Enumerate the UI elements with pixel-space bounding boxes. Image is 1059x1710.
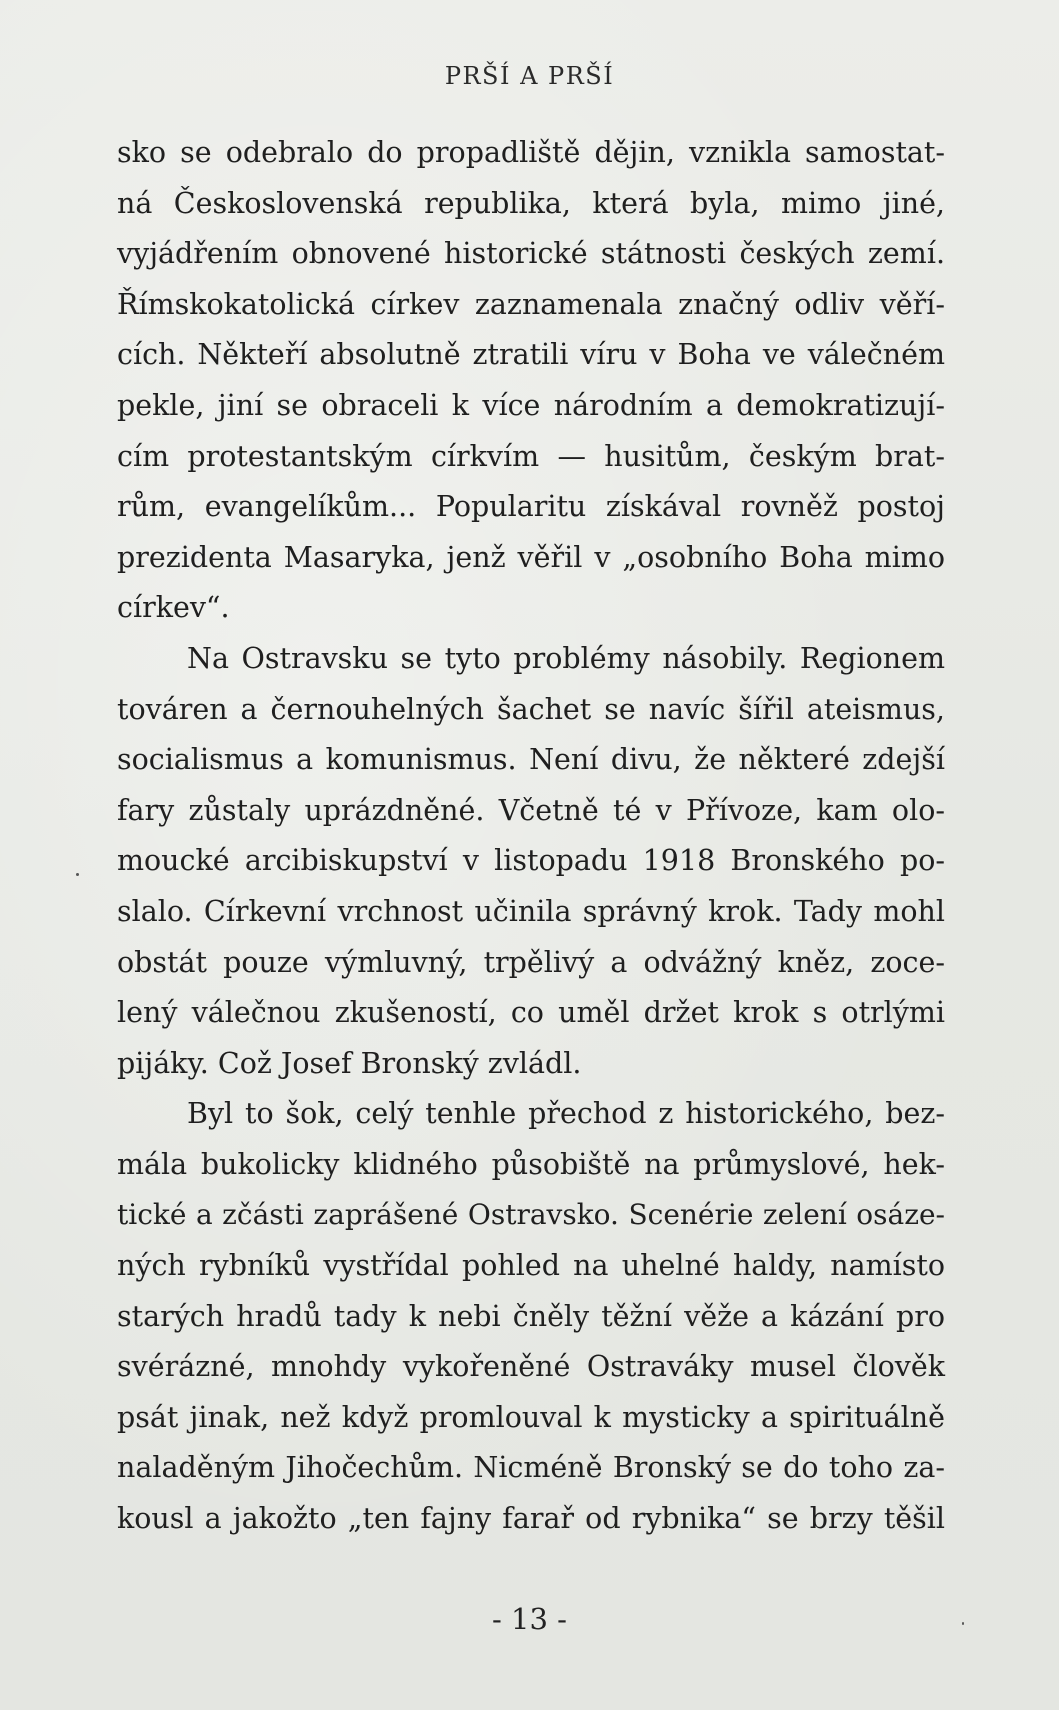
page-number: - 13 -	[492, 1602, 567, 1636]
text-line: ná Československá republika, která byla, mimo jiné,	[117, 186, 945, 220]
text-line: socialismus a komunismus. Není divu, že některé zdejší	[117, 743, 945, 777]
text-line: lený válečnou zkušeností, co uměl držet krok s otrlými	[117, 996, 945, 1030]
text-line: rům, evangelíkům... Popularitu získával rovněž postoj	[117, 490, 945, 524]
text-line: obstát pouze výmluvný, trpělivý a odvážný kněz, zoce-	[117, 945, 945, 979]
text-line: naladěným Jihočechům. Nicméně Bronský se do toho za-	[117, 1451, 945, 1485]
text-line: církev“.	[117, 591, 230, 625]
text-line: vyjádřením obnovené historické státnosti českých zemí.	[117, 237, 945, 271]
text-line: cích. Někteří absolutně ztratili víru v Boha ve válečném	[117, 338, 945, 372]
text-line: Na Ostravsku se tyto problémy násobily. Regionem	[187, 641, 945, 675]
text-line: moucké arcibiskupství v listopadu 1918 Bronského po-	[117, 844, 945, 878]
text-line: pekle, jiní se obraceli k více národním a demokratizují-	[117, 388, 945, 422]
text-line: mála bukolicky klidného působiště na průmyslové, hek-	[117, 1147, 945, 1181]
paper-speck	[76, 873, 79, 876]
running-head: PRŠÍ A PRŠÍ	[444, 62, 615, 90]
body-text	[117, 128, 945, 1545]
text-line: svérázné, mnohdy vykořeněné Ostraváky musel člověk	[117, 1350, 945, 1384]
text-line: tické a zčásti zaprášené Ostravsko. Scenérie zelení osáze-	[117, 1198, 945, 1232]
paper-speck	[962, 1622, 964, 1625]
text-line: Byl to šok, celý tenhle přechod z historického, bez-	[187, 1097, 945, 1131]
text-line: starých hradů tady k nebi čněly těžní věže a kázání pro	[117, 1299, 945, 1333]
text-line: Římskokatolická církev zaznamenala značný odliv věří-	[117, 287, 945, 321]
text-line: slalo. Církevní vrchnost učinila správný krok. Tady mohl	[117, 894, 945, 928]
text-line: ných rybníků vystřídal pohled na uhelné haldy, namísto	[117, 1249, 945, 1283]
text-line: sko se odebralo do propadliště dějin, vznikla samostat-	[117, 136, 945, 169]
text-line: továren a černouhelných šachet se navíc šířil ateismus,	[117, 692, 945, 726]
text-line: kousl a jakožto „ten fajny farař od rybnika“ se brzy těšil	[117, 1502, 945, 1536]
text-line: prezidenta Masaryka, jenž věřil v „osobního Boha mimo	[117, 540, 945, 574]
text-line: cím protestantským církvím — husitům, českým brat-	[117, 439, 945, 473]
text-line: psát jinak, než když promlouval k mysticky a spirituálně	[117, 1400, 945, 1434]
text-line: pijáky. Což Josef Bronský zvládl.	[117, 1046, 582, 1080]
text-line: fary zůstaly uprázdněné. Včetně té v Přívoze, kam olo-	[117, 793, 945, 827]
